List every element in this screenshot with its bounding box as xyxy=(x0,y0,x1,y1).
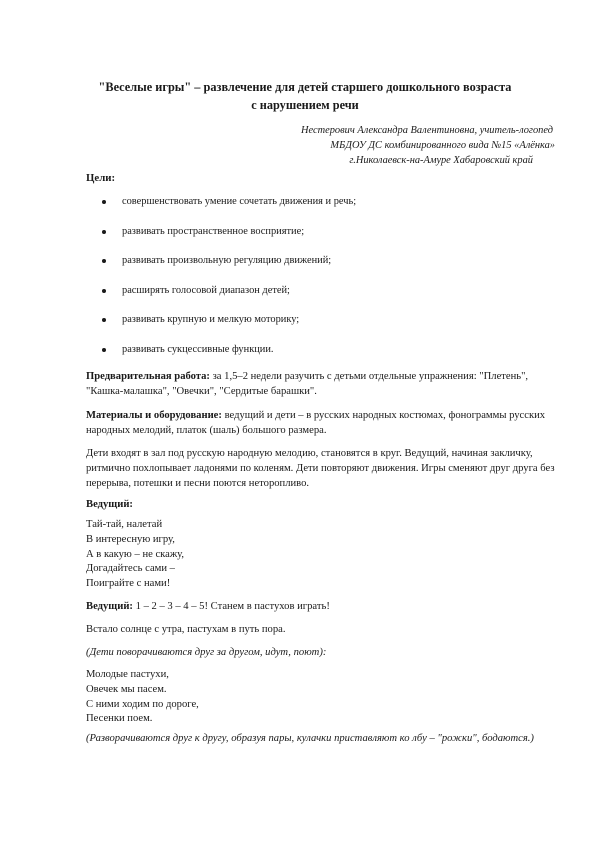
leader-line-paragraph xyxy=(86,599,556,614)
verse-1 xyxy=(86,518,184,592)
goal-text: развивать произвольную регуляцию движений; xyxy=(122,255,332,266)
preliminary-work-text: за 1,5–2 недели разучить с детьми отдельные упражнения: "Плетень", "Кашка-малашка", "Овечки", "Сердитые барашки". xyxy=(86,371,529,397)
bullet-icon xyxy=(102,230,106,234)
intro-paragraph: Дети входят в зал под русскую народную мелодию, становятся в круг. Ведущий, начиная закличку, ритмично похлопывает ладонями по коленям. Дети повторяют движения. Игры сменяют друг друга без перерыва, потешки и песни поются неторопливо. xyxy=(86,448,555,489)
materials-text: ведущий и дети – в русских народных костюмах, фонограммы русских народных мелодий, платок (шаль) большого размера. xyxy=(86,410,546,436)
bullet-icon xyxy=(102,318,106,322)
stage-direction-2: (Разворачиваются друг к другу, образуя пары, кулачки приставляют ко лбу – "рожки", бодаются.) xyxy=(86,733,534,744)
leader-heading: Ведущий: xyxy=(86,499,133,510)
list-item xyxy=(102,313,356,343)
preliminary-work-label: Предварительная работа: xyxy=(86,371,210,382)
bullet-icon xyxy=(102,289,106,293)
leader-text: 1 – 2 – 3 – 4 – 5! Станем в пастухов играть! xyxy=(132,601,330,612)
verse-2 xyxy=(86,668,199,727)
preliminary-work-paragraph xyxy=(86,369,556,399)
list-item xyxy=(102,195,356,225)
leader-label: Ведущий: xyxy=(86,601,133,612)
verse-line: В интересную игру, xyxy=(86,533,175,545)
goal-text: совершенствовать умение сочетать движения и речь; xyxy=(122,196,357,207)
verse-line: Поиграйте с нами! xyxy=(86,578,171,590)
sun-line: Встало солнце с утра, пастухам в путь пора. xyxy=(86,624,286,635)
author-name: Нестерович Александра Валентиновна, учитель-логопед xyxy=(301,125,553,136)
title-line-2: с нарушением речи xyxy=(251,98,359,112)
goal-text: развивать крупную и мелкую моторику; xyxy=(122,314,300,325)
verse-line: А в какую – не скажу, xyxy=(86,548,185,560)
goals-heading: Цели: xyxy=(86,172,116,184)
verse-line: Догадайтесь сами – xyxy=(86,563,175,575)
materials-label: Материалы и оборудование: xyxy=(86,410,222,421)
goal-text: развивать сукцессивные функции. xyxy=(122,343,274,355)
stage-direction-1: (Дети поворачиваются друг за другом, идут, поют): xyxy=(86,647,327,658)
list-item xyxy=(102,284,356,314)
goal-text: расширять голосовой диапазон детей; xyxy=(122,284,290,296)
list-item xyxy=(102,343,356,373)
bullet-icon xyxy=(102,200,106,204)
list-item xyxy=(102,225,356,255)
bullet-icon xyxy=(102,348,106,352)
goals-list xyxy=(102,195,356,372)
verse-line: Песенки поем. xyxy=(86,713,153,725)
author-location: г.Николаевск-на-Амуре Хабаровский край xyxy=(349,155,533,166)
materials-paragraph xyxy=(86,408,556,438)
verse-line: С ними ходим по дороге, xyxy=(86,698,199,710)
verse-line: Тай-тай, налетай xyxy=(86,519,163,530)
title-line-1: "Веселые игры" – развлечение для детей старшего дошкольного возраста xyxy=(98,80,512,94)
verse-line: Молодые пастухи, xyxy=(86,669,169,680)
goal-text: развивать пространственное восприятие; xyxy=(122,225,305,237)
author-organization: МБДОУ ДС комбинированного вида №15 «Алёнка» xyxy=(330,140,555,151)
verse-line: Овечек мы пасем. xyxy=(86,683,167,695)
list-item xyxy=(102,254,356,284)
bullet-icon xyxy=(102,259,106,263)
